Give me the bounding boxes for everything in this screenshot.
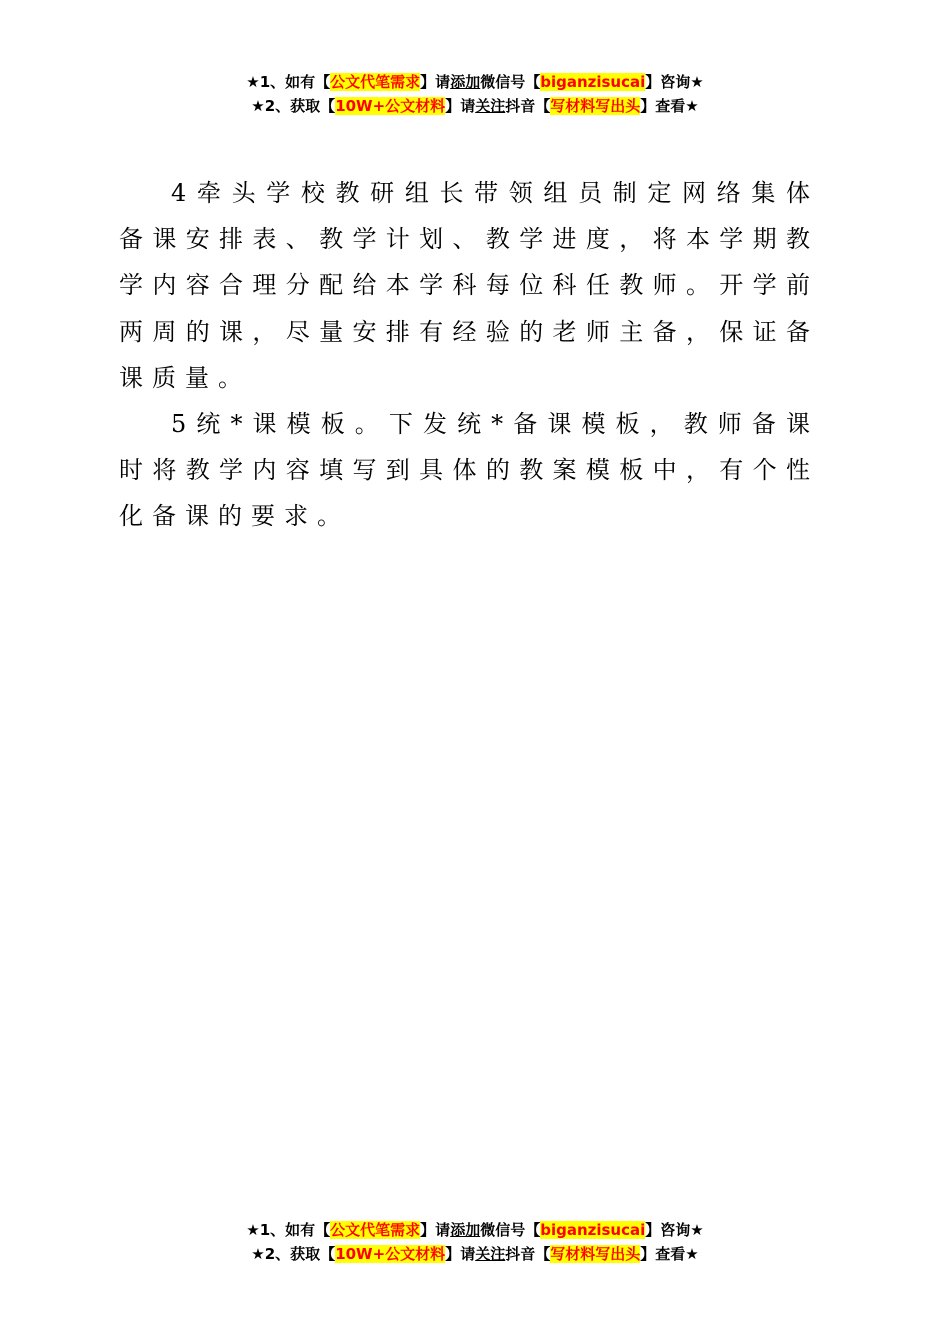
- underlined-add: 添加: [450, 73, 481, 91]
- underlined-add: 添加: [450, 1221, 481, 1239]
- footer-banner: [0, 1218, 950, 1266]
- underlined-follow: 关注: [475, 1245, 506, 1263]
- banner-text: 抖音【: [505, 1245, 551, 1263]
- highlight-materials: 10W+公文材料: [335, 1245, 446, 1263]
- banner-text: 】请: [445, 97, 476, 115]
- banner-text: 】查看★: [640, 97, 699, 115]
- underlined-follow: 关注: [475, 97, 506, 115]
- banner-text: ★2、获取【: [251, 1245, 336, 1263]
- highlight-douyin: 写材料写出头: [550, 1245, 641, 1263]
- banner-text: 微信号【: [480, 73, 541, 91]
- banner-text: 】请: [445, 1245, 476, 1263]
- banner-text: 】请: [420, 73, 451, 91]
- highlight-materials: 10W+公文材料: [335, 97, 446, 115]
- banner-text: 抖音【: [505, 97, 551, 115]
- banner-line-1: [0, 70, 950, 94]
- banner-line-2: [0, 1242, 950, 1266]
- paragraph-5: 5统*课模板。下发统*备课模板，教师备课时将教学内容填写到具体的教案模板中，有个性化备课的要求。: [119, 410, 819, 531]
- banner-text: 】咨询★: [645, 1221, 704, 1239]
- highlight-service: 公文代笔需求: [330, 73, 421, 91]
- banner-line-2: [0, 94, 950, 118]
- paragraph-4: 4牵头学校教研组长带领组员制定网络集体备课安排表、教学计划、教学进度，将本学期教学内容合理分配给本学科每位科任教师。开学前两周的课，尽量安排有经验的老师主备，保证备课质量。: [119, 179, 819, 392]
- highlight-douyin: 写材料写出头: [550, 97, 641, 115]
- highlight-wechat-id: biganzisucai: [540, 1221, 646, 1239]
- banner-line-1: [0, 1218, 950, 1242]
- document-body: [119, 170, 819, 540]
- banner-text: ★2、获取【: [251, 97, 336, 115]
- banner-text: 】请: [420, 1221, 451, 1239]
- header-banner: [0, 70, 950, 118]
- banner-text: 】咨询★: [645, 73, 704, 91]
- banner-text: 微信号【: [480, 1221, 541, 1239]
- highlight-wechat-id: biganzisucai: [540, 73, 646, 91]
- banner-text: ★1、如有【: [246, 1221, 331, 1239]
- banner-text: 】查看★: [640, 1245, 699, 1263]
- banner-text: ★1、如有【: [246, 73, 331, 91]
- highlight-service: 公文代笔需求: [330, 1221, 421, 1239]
